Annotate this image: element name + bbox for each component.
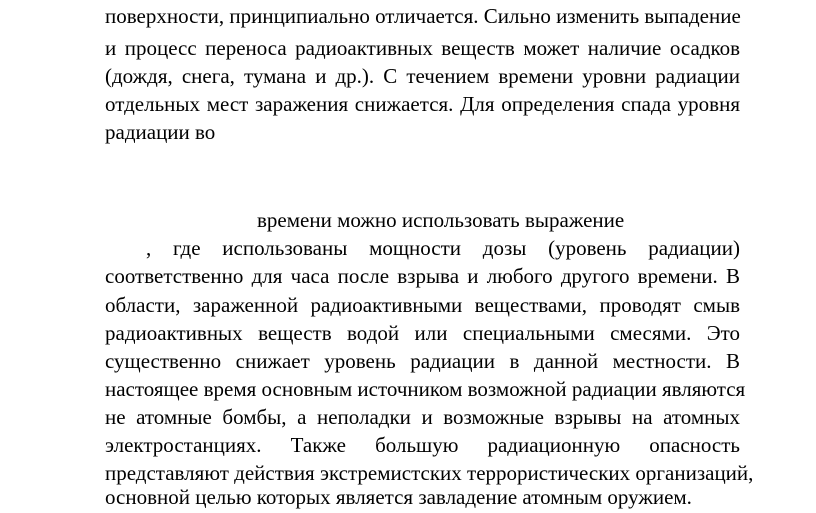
text-line: отдельных мест заражения снижается. Для определения спада уровня xyxy=(105,92,740,116)
text-line: радиоактивных веществ водой или специальными смесями. Это xyxy=(105,321,740,345)
text-line: , где использованы мощности дозы (уровень радиации) xyxy=(146,236,740,260)
text-line: не атомные бомбы, а неполадки и возможные взрывы на атомных xyxy=(105,405,740,429)
text-line: соответственно для часа после взрыва и любого другого времени. В xyxy=(105,264,740,288)
text-line: области, зараженной радиоактивными веществами, проводят смыв xyxy=(105,293,740,317)
text-line: электростанциях. Также большую радиационную опасность xyxy=(105,433,740,457)
text-line: основной целью которых является завладение атомным оружием. xyxy=(105,485,692,509)
text-line: радиации во xyxy=(105,120,216,144)
text-line: поверхности, принципиально отличается. Сильно изменить выпадение xyxy=(105,4,741,28)
text-line: существенно снижает уровень радиации в данной местности. В xyxy=(105,349,740,373)
text-line: времени можно использовать выражение xyxy=(257,208,625,232)
text-line: (дождя, снега, тумана и др.). С течением времени уровни радиации xyxy=(105,64,740,88)
text-line: настоящее время основным источником возможной радиации являются xyxy=(105,377,746,401)
text-line: и процесс переноса радиоактивных веществ может наличие осадков xyxy=(105,36,740,60)
text-line: представляют действия экстремистских террористических организаций, xyxy=(105,461,754,485)
